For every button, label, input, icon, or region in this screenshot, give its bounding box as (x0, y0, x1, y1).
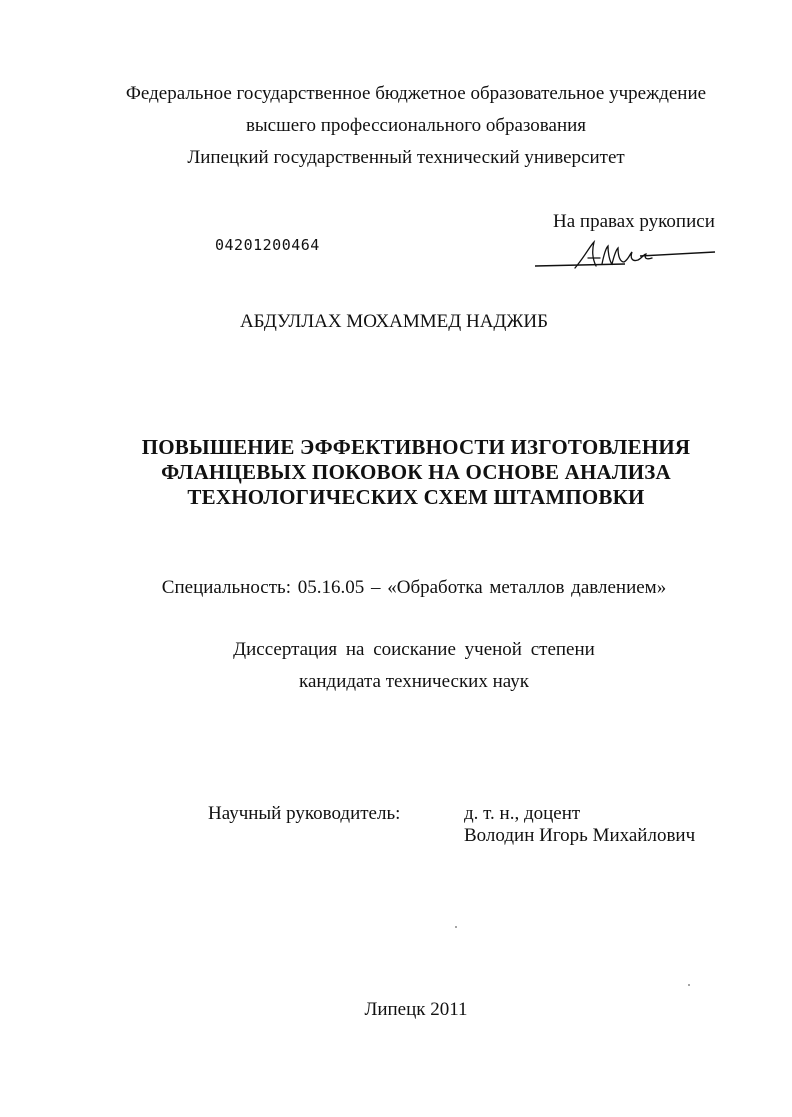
dissertation-line-2: кандидата технических наук (299, 671, 529, 692)
city-year: Липецк 2011 (364, 999, 468, 1020)
institution-line-1: Федеральное государственное бюджетное образовательное учреждение (125, 83, 707, 104)
supervisor-degree: д. т. н., доцент (464, 803, 581, 824)
dissertation-line-1: Диссертация на соискание ученой степени (233, 639, 595, 660)
scan-speck (455, 926, 457, 928)
author-name: АБДУЛЛАХ МОХАММЕД НАДЖИБ (239, 311, 549, 332)
thesis-title-line-3: ТЕХНОЛОГИЧЕСКИХ СХЕМ ШТАМПОВКИ (187, 485, 645, 509)
thesis-title-line-1: ПОВЫШЕНИЕ ЭФФЕКТИВНОСТИ ИЗГОТОВЛЕНИЯ (141, 435, 691, 459)
thesis-title-line-2: ФЛАНЦЕВЫХ ПОКОВОК НА ОСНОВЕ АНАЛИЗА (161, 460, 671, 484)
manuscript-rights-label: На правах рукописи (553, 211, 715, 232)
scan-speck (688, 984, 690, 986)
handwritten-signature (530, 236, 720, 276)
specialty: Специальность: 05.16.05 – «Обработка металлов давлением» (161, 577, 667, 598)
supervisor-label: Научный руководитель: (208, 803, 401, 824)
supervisor-name: Володин Игорь Михайлович (464, 825, 696, 846)
registry-number: 04201200464 (215, 236, 320, 254)
institution-line-2: высшего профессионального образования (245, 115, 587, 136)
institution-line-3: Липецкий государственный технический университет (187, 147, 625, 168)
